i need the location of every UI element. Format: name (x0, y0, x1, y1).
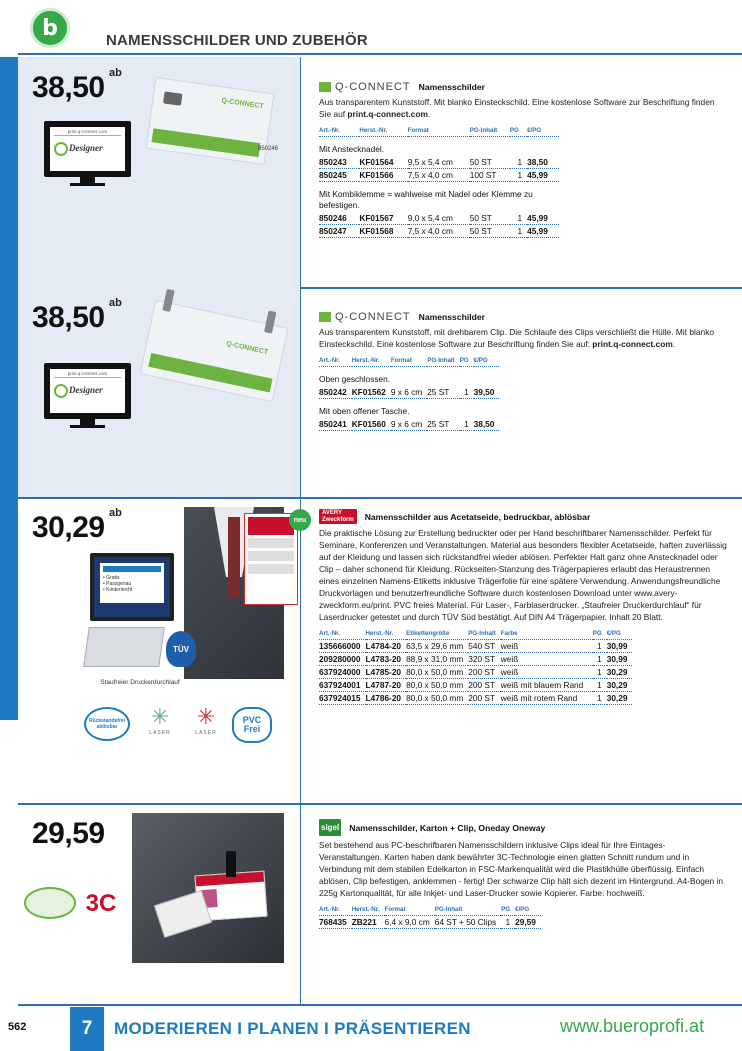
residue-free-icon: Rückstandsfrei ablösbar (84, 707, 130, 741)
clip-badge-photo: Q-CONNECT (140, 300, 289, 403)
pvc-free-icon: PVC Frei (232, 707, 272, 743)
price-block (32, 507, 122, 545)
product-section-4 (18, 803, 742, 1004)
sigel-logo: sigel (319, 819, 341, 836)
table-row: 850241 KF01560 9 x 6 cm 25 ST 1 38,50 (319, 418, 499, 431)
article-table: Art.-Nr. Herst.-Nr. Format PG-Inhalt PG €/PG Mit Anstecknadel. 850243 KF01564 9,5 x 5,4 cm 50 ST 1 38,50 850245 KF01566 7,5 x 4,0 cm 100 ST 1 45,99 Mit Kombiklemme = wahlweise mit Nadel oder Klemme zu befestigen. 850246 KF01567 9,0 x 5,4 cm 50 ST 1 45,99 850247 KF01568 7,5 x 4,0 cm 50 ST 1 45,99 (319, 127, 559, 239)
avery-zweckform-logo: AVERY Zweckform (319, 509, 357, 524)
product-description: Die praktische Lösung zur Erstellung bedruckter oder per Hand beschriftbarer Namensschilder. Perfekt für Seminare, Konferenzen und Veranstaltungen. Material aus besonders flexibler Acetatseide, haften zuverlässig auf der Kleidung und lassen sich rückstandfrei wieder ablösen. Perfekter Halt ganz ohne Anstecknadel oder Clip – daher schonend für Kleidung. Rückseiten-Stanzung des Trägerpapieres erlaubt das Heraustrennen eines einzelnen Namens-Etiketts inklusive Trägerfolie für eine spätere Verwendung. Anwendungsfreundliche Druckvorlagen und benutzerfreundliche Software durch kostenlosen Download unter www.avery-zweckform.eu/print. PVC freies Material. Für Laser-, Farblaserdrucker. „Staufreier Druckerdurchlauf“ für Laserdrucker getestet und durch TÜV Süd bestätigt. Auf DIN A4 Trägerpapier. Inhalt 20 Blatt. (319, 528, 727, 622)
table-row: 850245 KF01566 7,5 x 4,0 cm 100 ST 1 45,99 (319, 169, 559, 182)
section-1-visual (18, 57, 300, 287)
product-section-3 (18, 497, 742, 803)
eco-badge-icon (24, 887, 76, 919)
price-block (32, 817, 105, 851)
section-1-details (300, 57, 742, 287)
chapter-number: 7 (70, 1007, 104, 1051)
designer-monitor-icon: print.q-connect.com Designer (44, 363, 131, 429)
footer-rule (18, 1004, 742, 1006)
section-3-details (293, 497, 742, 803)
chapter-title: MODERIEREN I PLANEN I PRÄSENTIEREN (114, 1019, 471, 1038)
product-description: Aus transparentem Kunststoff. Mit blanko Einsteckschild. Eine kostenlose Software zur Beschriftung finden Sie auf print.q-connect.com. (319, 97, 715, 119)
product-description: Set bestehend aus PC-beschrifbaren Namensschildern inklusive Clips ideal für Ihre Eintages-Veranstaltungen. Karten haben dank bewährter 3C-Technologie einen glatten Schnitt rundum und in Verbindung mit dem stabilen Edelkarton in FSC-Markenqualität wird die Plastikhülle überflüssig. Einfach ablösen, Clip befestigen, anklemmen - fertig! Der schwarze Clip hält sich dezent im Hintergrund. A4-Bogen in 225g Kartonqualität, für alle Inkjet- und Laser-Drucker sowie Kopierer. Farbe: hochweiß. (319, 840, 724, 898)
article-table: Art.-Nr. Herst.-Nr. Format PG-Inhalt PG €/PG 768435 ZB221 6,4 x 9,0 cm 64 ST + 50 Clips 1 29,59 (319, 906, 541, 929)
product-title: Namensschilder (418, 82, 486, 92)
chapter-side-bar (0, 57, 18, 720)
price-prefix: ab (109, 67, 122, 79)
table-row: 135666000 L4784-20 63,5 x 29,6 mm 540 ST weiß 1 30,99 (319, 639, 632, 652)
price: 38,50 (32, 71, 105, 104)
product-description: Aus transparentem Kunststoff, mit drehbarem Clip. Die Schlaufe des Clips verschließt die Hülle. Mit blanko Einsteckschild. Eine kostenlose Software zur Beschriftung finden Sie auf: print.q-connect.com. (319, 327, 715, 349)
article-table: Art.-Nr. Herst.-Nr. Format PG-Inhalt PG €/PG Oben geschlossen. 850242 KF01562 9 x 6 cm 25 ST 1 39,50 Mit oben offener Tasche. 850241 KF01560 9 x 6 cm 25 ST 1 38,50 (319, 357, 499, 431)
price-prefix: ab (109, 507, 122, 519)
table-row: 850242 KF01562 9 x 6 cm 25 ST 1 39,50 (319, 386, 499, 399)
designer-monitor-icon: print.q-connect.com Designer (44, 121, 131, 187)
page-title: NAMENSSCHILDER UND ZUBEHÖR (106, 32, 368, 49)
section-4-details (300, 803, 742, 1004)
price-block (32, 67, 122, 105)
table-row: 209280000 L4783-20 88,9 x 31,0 mm 320 ST weiß 1 30,99 (319, 652, 632, 665)
table-row: 637924015 L4786-20 80,0 x 50,0 mm 200 ST weiß mit rotem Rand 1 30,29 (319, 691, 632, 704)
category-badge: b (30, 8, 70, 48)
product-title: Namensschilder (418, 312, 486, 322)
table-row: 850246 KF01567 9,0 x 5,4 cm 50 ST 1 45,99 (319, 212, 559, 225)
product-title: Namensschilder, Karton + Clip, Oneday Oneway (349, 822, 546, 833)
label-software-monitor: • Gratis • Passgenau • Kinderleicht (90, 553, 174, 621)
product-section-2 (18, 287, 742, 497)
website-link[interactable]: www.bueroprofi.at (560, 1016, 705, 1036)
color-laser-icon: ✳ LASER (195, 705, 217, 736)
section-4-visual (18, 803, 300, 1004)
q-connect-logo: Q-CONNECT (319, 311, 411, 323)
section-2-details (300, 287, 742, 497)
price-block (32, 297, 122, 335)
laser-icon: ✳ LASER (149, 705, 171, 736)
new-badge: neu (289, 509, 311, 531)
q-connect-logo: Q-CONNECT (319, 81, 411, 93)
price: 29,59 (32, 817, 105, 850)
staufreier-label: Staufreier Druckerdurchlauf (100, 679, 180, 686)
table-row: 850247 KF01568 7,5 x 4,0 cm 50 ST 1 45,99 (319, 225, 559, 238)
printer-photo (83, 627, 165, 667)
table-row: 637924001 L4787-20 80,0 x 50,0 mm 200 ST weiß mit blauem Rand 1 30,29 (319, 678, 632, 691)
table-row: 768435 ZB221 6,4 x 9,0 cm 64 ST + 50 Clips 1 29,59 (319, 915, 541, 928)
section-3-visual (18, 497, 300, 803)
price: 30,29 (32, 511, 105, 544)
tuv-badge: TÜV (166, 631, 196, 667)
card-clip-photo (132, 813, 284, 963)
image-code: 850246 (258, 146, 279, 152)
section-2-visual (18, 287, 300, 497)
page-number: 562 (8, 1021, 27, 1033)
table-row: 637924000 L4785-20 80,0 x 50,0 mm 200 ST weiß 1 30,29 (319, 665, 632, 678)
product-section-1 (18, 57, 742, 287)
label-sheet (244, 513, 298, 605)
3c-badge-icon: 3C (85, 890, 117, 917)
name-badge-photo: Q-CONNECT (146, 77, 275, 165)
price: 38,50 (32, 301, 105, 334)
header-rule (18, 53, 742, 55)
table-row: 850243 KF01564 9,5 x 5,4 cm 50 ST 1 38,50 (319, 156, 559, 169)
price-prefix: ab (109, 297, 122, 309)
product-title: Namensschilder aus Acetatseide, bedruckbar, ablösbar (364, 511, 591, 522)
article-table: Art.-Nr. Herst.-Nr. Etikettengröße PG-Inhalt Farbe PG €/PG 135666000 L4784-20 63,5 x 29,6 mm 540 ST weiß 1 30,99 209280000 L4783-20 88,9 x 31,0 mm 320 ST weiß 1 30,99 637924000 L4785-20 80,0 x 50,0 mm 200 ST weiß 1 30,29 637924001 L4787-20 80,0 x 50,0 mm 200 ST weiß mit blauem Rand 1 30,29 637924015 L4786-20 80,0 x 50,0 mm 200 ST weiß mit rotem Rand 1 30,29 (319, 630, 632, 705)
